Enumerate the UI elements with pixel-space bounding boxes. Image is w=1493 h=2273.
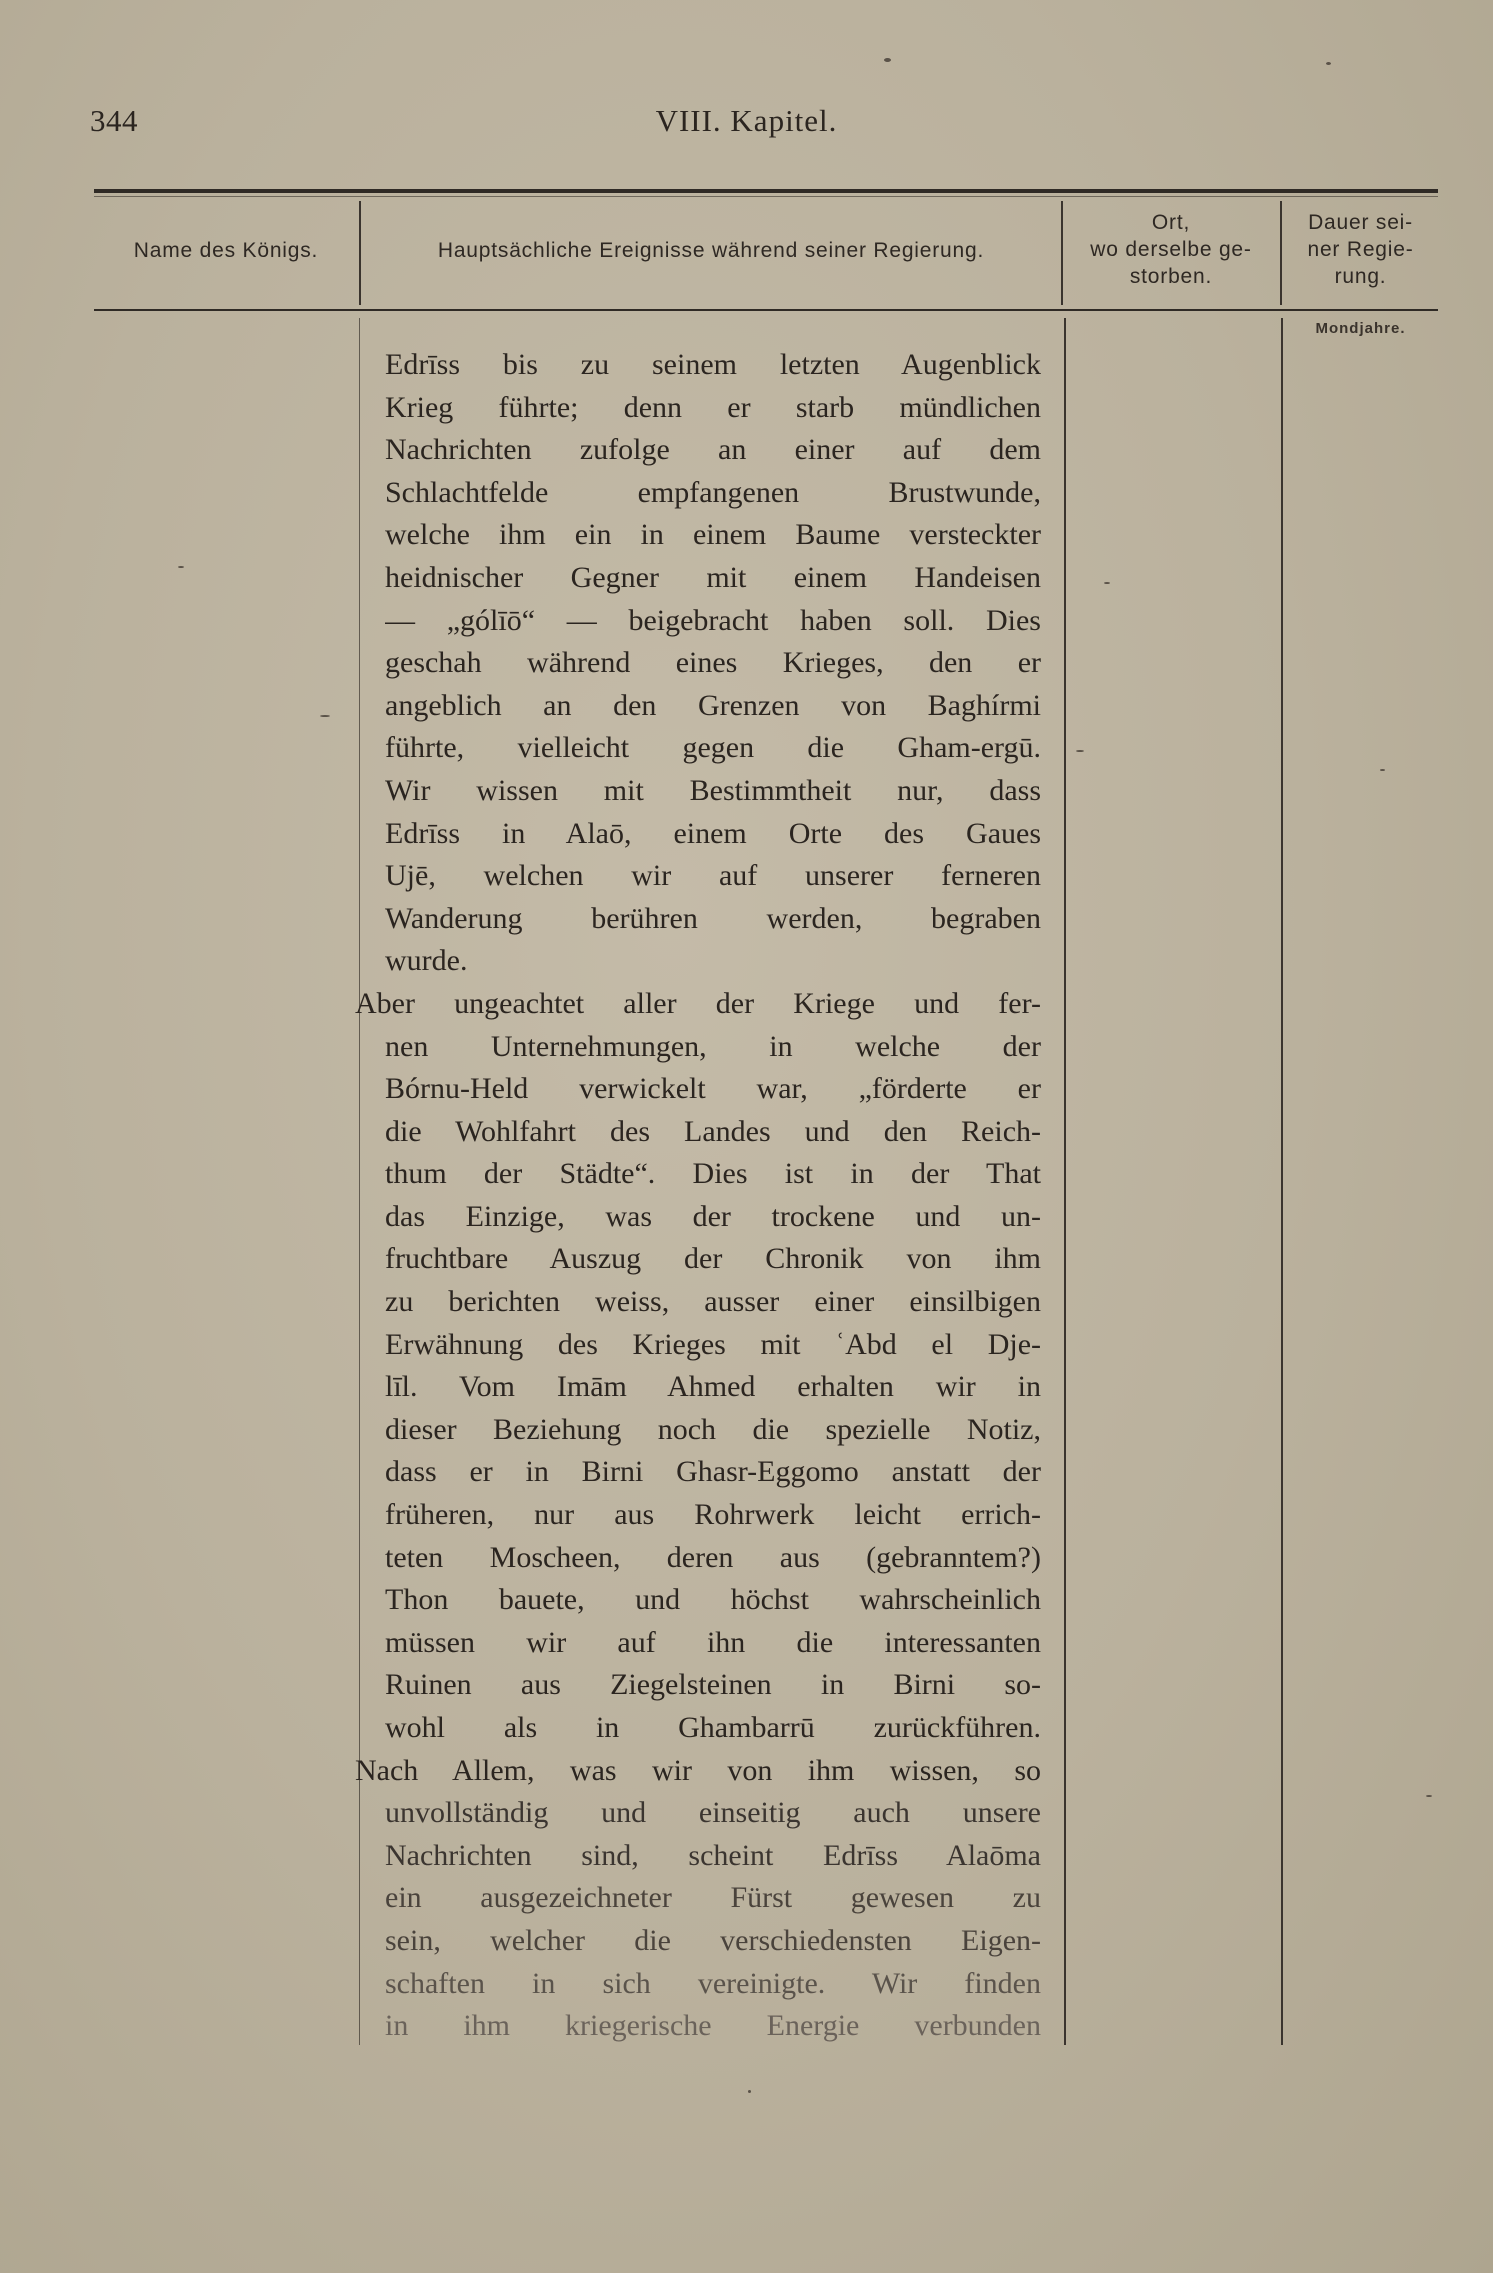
text-line: das Einzige, was der trockene und un- bbox=[385, 1199, 1041, 1233]
text-line: zu berichten weiss, ausser einer einsilbigen bbox=[385, 1285, 1041, 1319]
text-line: führte, vielleicht gegen die Gham-ergū. bbox=[385, 731, 1041, 765]
text-line: in ihm kriegerische Energie verbunden bbox=[385, 2009, 1041, 2043]
text-line: līl. Vom Imām Ahmed erhalten wir in bbox=[385, 1370, 1041, 1404]
header-line: rung. bbox=[1334, 265, 1387, 288]
paper-speck bbox=[1326, 62, 1331, 65]
text-line: die Wohlfahrt des Landes und den Reich- bbox=[385, 1114, 1041, 1148]
column-header-place-of-death bbox=[1063, 209, 1279, 290]
paragraph-start-line: Nach Allem, was wir von ihm wissen, so bbox=[355, 1753, 1041, 1787]
paper-speck bbox=[884, 58, 891, 62]
text-line: Ujē, welchen wir auf unserer ferneren bbox=[385, 859, 1041, 893]
table-top-rule bbox=[94, 189, 1438, 193]
paper-speck bbox=[1426, 1795, 1432, 1797]
paper-speck bbox=[748, 2090, 751, 2093]
text-line: sein, welcher die verschiedensten Eigen- bbox=[385, 1923, 1041, 1957]
text-line: welche ihm ein in einem Baume versteckter bbox=[385, 518, 1041, 552]
column-divider-1 bbox=[359, 201, 361, 305]
header-line: Ort, bbox=[1151, 211, 1191, 234]
column-divider-2-body bbox=[1064, 318, 1066, 2045]
paper-speck bbox=[1104, 582, 1110, 584]
text-line: früheren, nur aus Rohrwerk leicht errich- bbox=[385, 1498, 1041, 1532]
chapter-heading: VIII. Kapitel. bbox=[655, 103, 838, 138]
text-line: dass er in Birni Ghasr-Eggomo anstatt der bbox=[385, 1455, 1041, 1489]
events-text-column bbox=[355, 344, 1041, 2048]
text-line: Edrīss bis zu seinem letzten Augenblick bbox=[385, 348, 1041, 381]
text-line: Erwähnung des Krieges mit ʿAbd el Dje- bbox=[385, 1327, 1041, 1361]
text-line: Ruinen aus Ziegelsteinen in Birni so- bbox=[385, 1668, 1041, 1702]
table-top-rule-thin bbox=[94, 196, 1438, 197]
text-line: Schlachtfelde empfangenen Brustwunde, bbox=[385, 475, 1041, 509]
text-line: Wir wissen mit Bestimmtheit nur, dass bbox=[385, 773, 1041, 807]
text-line: Nachrichten sind, scheint Edrīss Alaōma bbox=[385, 1838, 1041, 1872]
column-header-king-name: Name des Königs. bbox=[133, 239, 319, 262]
text-line: dieser Beziehung noch die spezielle Notiz, bbox=[385, 1412, 1041, 1446]
text-line: Bórnu-Held verwickelt war, „förderte er bbox=[385, 1072, 1041, 1106]
text-line: — „gólīō“ — beigebracht haben soll. Dies bbox=[385, 603, 1041, 637]
paper-speck bbox=[320, 715, 330, 717]
page-number: 344 bbox=[90, 103, 138, 138]
text-line: wurde. bbox=[385, 944, 468, 978]
text-line: ein ausgezeichneter Fürst gewesen zu bbox=[385, 1881, 1041, 1915]
text-line: Thon bauete, und höchst wahrscheinlich bbox=[385, 1583, 1041, 1617]
text-line: wohl als in Ghambarrū zurückführen. bbox=[385, 1711, 1041, 1744]
paper-speck bbox=[1380, 769, 1385, 771]
text-line: Nachrichten zufolge an einer auf dem bbox=[385, 433, 1041, 467]
header-line: storben. bbox=[1129, 265, 1213, 288]
text-line: müssen wir auf ihn die interessanten bbox=[385, 1625, 1041, 1659]
text-line: unvollständig und einseitig auch unsere bbox=[385, 1796, 1041, 1830]
text-line: Krieg führte; denn er starb mündlichen bbox=[385, 390, 1041, 424]
duration-unit-label: Mondjahre. bbox=[1315, 320, 1406, 337]
paper-speck bbox=[178, 566, 184, 568]
text-line: teten Moscheen, deren aus (gebranntem?) bbox=[385, 1540, 1041, 1574]
header-line: wo derselbe ge- bbox=[1090, 238, 1252, 261]
column-header-reign-duration bbox=[1283, 209, 1438, 290]
text-line: nen Unternehmungen, in welche der bbox=[385, 1029, 1041, 1063]
table-header-rule bbox=[94, 309, 1438, 311]
text-line: schaften in sich vereinigte. Wir finden bbox=[385, 1966, 1041, 2000]
text-line: heidnischer Gegner mit einem Handeisen bbox=[385, 560, 1041, 594]
column-divider-3 bbox=[1280, 201, 1282, 305]
text-line: geschah während eines Krieges, den er bbox=[385, 646, 1041, 680]
text-line: Edrīss in Alaō, einem Orte des Gaues bbox=[385, 816, 1041, 850]
text-line: fruchtbare Auszug der Chronik von ihm bbox=[385, 1242, 1041, 1276]
text-line: angeblich an den Grenzen von Baghírmi bbox=[385, 688, 1041, 722]
header-line: Dauer sei- bbox=[1308, 211, 1413, 234]
paper-speck bbox=[1076, 750, 1084, 752]
header-line: ner Regie- bbox=[1307, 238, 1414, 261]
column-divider-3-body bbox=[1281, 318, 1283, 2045]
text-line: thum der Städte“. Dies ist in der That bbox=[385, 1157, 1041, 1191]
paragraph-start-line: Aber ungeachtet aller der Kriege und fer- bbox=[355, 986, 1041, 1020]
column-header-events: Hauptsächliche Ereignisse während seiner Regierung. bbox=[437, 239, 985, 262]
text-line: Wanderung berühren werden, begraben bbox=[385, 901, 1041, 935]
